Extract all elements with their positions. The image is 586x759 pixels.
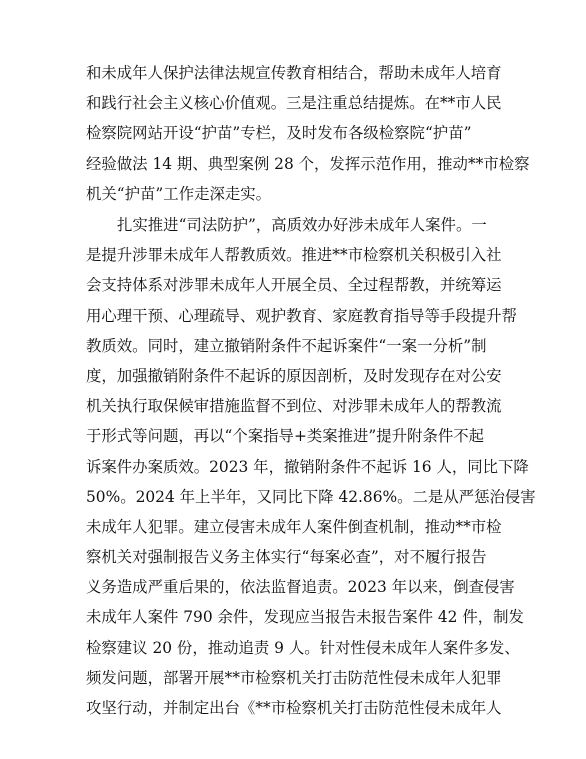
text-line: 50%。2024 年上半年，又同比下降 42.86%。二是从严惩治侵害 <box>86 487 536 506</box>
text-line: 度，加强撤销附条件不起诉的原因剖析，及时发现存在对公安 <box>86 366 502 385</box>
text-line: 未成年人犯罪。建立侵害未成年人案件倒查机制，推动**市检 <box>86 517 502 536</box>
paragraph-continuation <box>86 58 530 209</box>
text-line: 教质效。同时，建立撤销附条件不起诉案件“一案一分析”制 <box>86 336 487 355</box>
text-line: 诉案件办案质效。2023 年，撤销附条件不起诉 16 人，同比下降 <box>86 457 529 476</box>
text-line: 察机关对强制报告义务主体实行“每案必查”，对不履行报告 <box>86 548 487 567</box>
text-line: 会支持体系对涉罪未成年人开展全员、全过程帮教，并统筹运 <box>86 276 502 295</box>
text-line: 是提升涉罪未成年人帮教质效。推进**市检察机关积极引入社 <box>86 246 502 265</box>
text-line: 义务造成严重后果的，依法监督追责。2023 年以来，倒查侵害 <box>86 578 515 597</box>
paragraph-judicial-protection <box>86 210 536 723</box>
text-line: 机关“护苗”工作走深走实。 <box>86 184 272 203</box>
text-line: 检察院网站开设“护苗”专栏，及时发布各级检察院“护苗” <box>86 124 472 143</box>
text-line: 和未成年人保护法律法规宣传教育相结合，帮助未成年人培育 <box>86 64 502 82</box>
text-line: 于形式等问题，再以“个案指导+类案推进”提升附条件不起 <box>86 427 485 446</box>
text-line: 经验做法 14 期、典型案例 28 个，发挥示范作用，推动**市检察 <box>86 154 530 173</box>
text-line: 用心理干预、心理疏导、观护教育、家庭教育指导等手段提升帮 <box>86 306 517 325</box>
text-line: 频发问题，部署开展**市检察机关打击防范性侵未成年人犯罪 <box>86 668 502 687</box>
text-line: 和践行社会主义核心价值观。三是注重总结提炼。在**市人民 <box>86 94 502 113</box>
text-line: 扎实推进“司法防护”，高质效办好涉未成年人案件。一 <box>117 216 487 234</box>
text-line: 未成年人案件 790 余件，发现应当报告未报告案件 42 件，制发 <box>86 608 524 627</box>
text-line: 机关执行取保候审措施监督不到位、对涉罪未成年人的帮教流 <box>86 397 502 416</box>
text-line: 攻坚行动，并制定出台《**市检察机关打击防范性侵未成年人 <box>86 699 502 717</box>
text-line: 检察建议 20 份，推动追责 9 人。针对性侵未成年人案件多发、 <box>86 638 520 657</box>
